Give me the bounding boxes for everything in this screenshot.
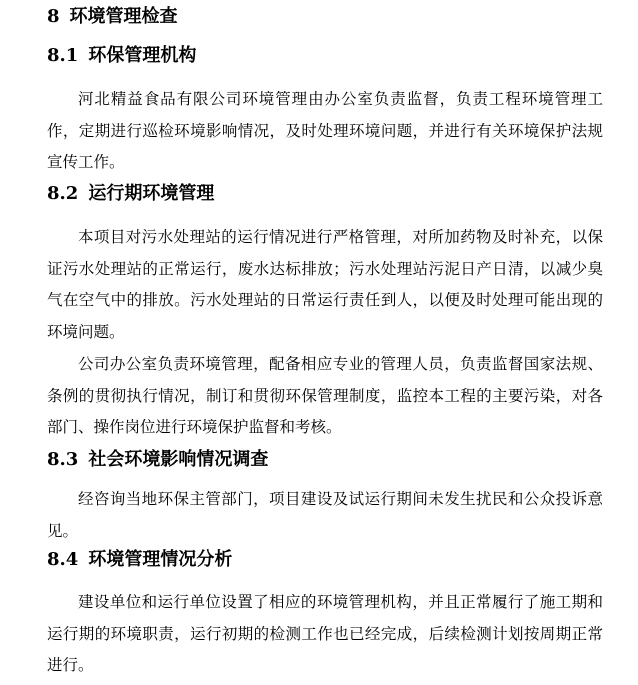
- subsection-title: 环保管理机构: [88, 45, 197, 66]
- subsection-heading-8-2: [47, 181, 214, 207]
- subsection-heading-8-1: [47, 43, 196, 69]
- subsection-title: 社会环境影响情况调查: [88, 449, 269, 470]
- subsection-number: 8.2: [47, 183, 79, 204]
- subsection-heading-8-4: [47, 547, 232, 573]
- subsection-number: 8.3: [47, 449, 79, 470]
- paragraph: 建设单位和运行单位设置了相应的环境管理机构，并且正常履行了施工期和运行期的环境职责，运行初期的检测工作也已经完成，后续检测计划按周期正常进行。: [47, 593, 603, 675]
- subsection-title: 运行期环境管理: [88, 183, 215, 204]
- subsection-number: 8.1: [47, 45, 79, 66]
- section-heading: [47, 4, 178, 30]
- subsection-number: 8.4: [47, 549, 79, 570]
- paragraph: 经咨询当地环保主管部门，项目建设及试运行期间未发生扰民和公众投诉意见。: [47, 490, 603, 540]
- section-title: 环境管理检查: [69, 6, 178, 27]
- section-number: 8: [47, 6, 60, 27]
- paragraph: 河北精益食品有限公司环境管理由办公室负责监督，负责工程环境管理工作，定期进行巡检环境影响情况，及时处理环境问题，并进行有关环境保护法规宣传工作。: [47, 90, 603, 172]
- paragraph: 本项目对污水处理站的运行情况进行严格管理，对所加药物及时补充，以保证污水处理站的正常运行，废水达标排放；污水处理站污泥日产日清，以减少臭气在空气中的排放。污水处理站的日常运行责任到人，以便及时处理可能出现的环境问题。: [47, 228, 603, 341]
- subsection-title: 环境管理情况分析: [88, 549, 233, 570]
- subsection-heading-8-3: [47, 447, 268, 473]
- paragraph: 公司办公室负责环境管理，配备相应专业的管理人员，负责监督国家法规、条例的贯彻执行情况，制订和贯彻环保管理制度，监控本工程的主要污染，对各部门、操作岗位进行环境保护监督和考核。: [47, 355, 603, 437]
